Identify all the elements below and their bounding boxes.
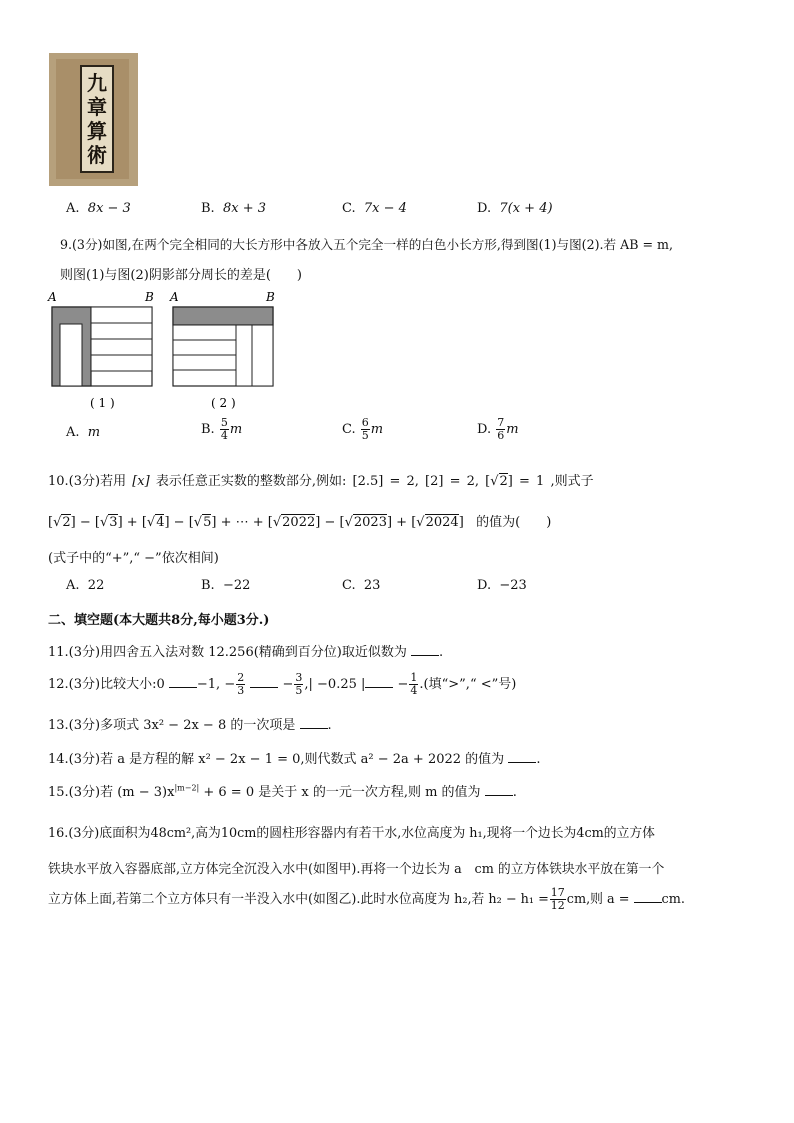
q9-figure-2 — [166, 289, 284, 411]
q10-line1: 10.(3分)若用 [x] 表示任意正实数的整数部分,例如: [2.5] = 2, [2] = 2, [√2] = 1 ,则式子 — [48, 474, 594, 489]
fig2-small-rect — [173, 355, 236, 370]
q13-answer-blank[interactable] — [300, 717, 328, 729]
q9-line1: 9.(3分)如图,在两个完全相同的大长方形中各放入五个完全一样的白色小长方形,得到图(1)与图(2).若 AB = m, — [60, 237, 673, 252]
q9-option-c: C. $\frac{6}{5}$ m — [342, 416, 384, 442]
q12-blank-1[interactable] — [169, 676, 197, 688]
q10-term: + [√4] — [122, 515, 170, 530]
fig2-shaded-region — [173, 307, 273, 325]
q16-answer-blank[interactable] — [634, 891, 662, 903]
q10-term: + [√2024] — [392, 515, 464, 530]
q11-answer-blank[interactable] — [411, 644, 439, 656]
q10-term: + ⋯ + [√2022] — [216, 515, 321, 530]
fig2-label-a: A — [170, 290, 179, 304]
q9-line2: 则图(1)与图(2)阴影部分周长的差是( ) — [60, 268, 302, 283]
fig1-vertical-small-rect — [60, 324, 82, 386]
q15-answer-blank[interactable] — [485, 784, 513, 796]
fig1-small-rect — [91, 323, 152, 339]
fig1-caption: ( 1 ) — [90, 396, 115, 410]
q12-blank-2[interactable] — [250, 676, 278, 688]
q10-term: − [√5] — [169, 515, 217, 530]
q10-option-b: B. −22 — [201, 578, 251, 593]
q10-term: − [√3] — [75, 515, 123, 530]
fig2-label-b: B — [266, 290, 275, 304]
q12: 12.(3分)比较大小:0 −1, − $\frac{2}{3}$ − $\frac{3}{5}$ ,| −0.25 | − $\frac{1}{4}$ .(填“>”,“ <”号) — [48, 671, 517, 697]
fig2-caption: ( 2 ) — [211, 396, 236, 410]
q16-line1: 16.(3分)底面积为48cm²,高为10cm的圆柱形容器内有若干水,水位高度为 h₁,现将一个边长为4cm的立方体 — [48, 826, 655, 841]
fig1-small-rect — [91, 339, 152, 355]
fig1-label-a: A — [48, 290, 57, 304]
q8-option-c: C. 7x − 4 — [342, 201, 407, 216]
q9-figure-1 — [44, 289, 162, 411]
q9-option-d: D. $\frac{7}{6}$ m — [477, 416, 519, 442]
fig1-small-rect — [91, 307, 152, 323]
q14: 14.(3分)若 a 是方程的解 x² − 2x − 1 = 0,则代数式 a² − 2a + 2022 的值为 . — [48, 752, 541, 767]
section-2-heading: 二、填空题(本大题共8分,每小题3分.) — [48, 613, 270, 628]
q10-term: [√2] — [48, 515, 76, 530]
q15: 15.(3分)若 $(m - 3)x^{|m-2|} + 6 = 0$ 是关于 x 的一元一次方程,则 m 的值为 . — [48, 783, 517, 800]
q14-answer-blank[interactable] — [508, 751, 536, 763]
q10-term: − [√2023] — [320, 515, 393, 530]
q8-option-b: B. 8x + 3 — [201, 201, 266, 216]
q8-option-d: D. 7(x + 4) — [477, 201, 553, 216]
q10-expression — [48, 511, 551, 530]
fig2-vertical-small-rect — [252, 325, 273, 386]
book-cover-image — [49, 53, 138, 186]
fig2-small-rect — [173, 325, 236, 340]
q12-blank-3[interactable] — [365, 676, 393, 688]
book-title-label — [80, 65, 114, 173]
fig1-small-rect — [91, 355, 152, 371]
q16-line2: 铁块水平放入容器底部,立方体完全沉没入水中(如图甲).再将一个边长为 a cm 的立方体铁块水平放在第一个 — [48, 862, 665, 877]
q10-expr-tail: 的值为( ) — [476, 515, 552, 530]
q9-option-a: A. m — [66, 425, 101, 440]
fig2-vertical-small-rect — [236, 325, 252, 386]
q10-option-d: D. −23 — [477, 578, 527, 593]
q13: 13.(3分)多项式 3x² − 2x − 8 的一次项是 . — [48, 718, 332, 733]
q11: 11.(3分)用四舍五入法对数 12.256(精确到百分位)取近似数为 . — [48, 645, 444, 660]
q10-note: (式子中的“+”,“ −”依次相间) — [48, 551, 219, 566]
book-title: 九章算術 — [87, 71, 107, 167]
fig2-small-rect — [173, 340, 236, 355]
q10-option-c: C. 23 — [342, 578, 381, 593]
fig1-label-b: B — [145, 290, 154, 304]
q8-option-a: A. 8x − 3 — [66, 201, 131, 216]
q16-line3: 立方体上面,若第二个立方体只有一半没入水中(如图乙).此时水位高度为 h₂,若 h₂ − h₁ = $\frac{17}{12}$ cm,则 a = cm. — [48, 886, 685, 912]
q10-option-a: A. 22 — [66, 578, 105, 593]
q9-option-b: B. $\frac{5}{4}$ m — [201, 416, 243, 442]
book-cover-inner — [56, 59, 129, 179]
